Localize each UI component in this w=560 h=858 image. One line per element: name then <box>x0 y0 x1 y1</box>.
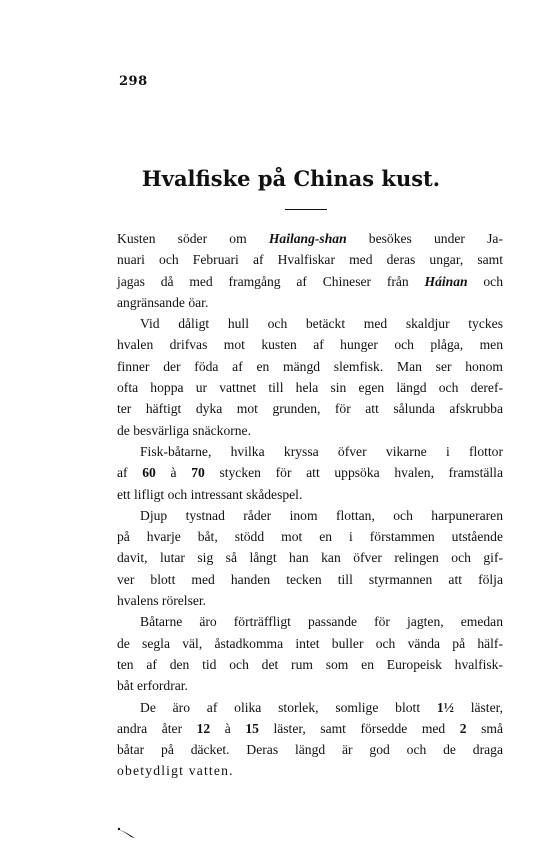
text-span: hvalen drifvas mot kusten af hunger och plåga, men <box>117 337 503 353</box>
body-text <box>117 228 503 782</box>
text-line <box>117 271 503 292</box>
bold-number: 12 <box>196 720 211 736</box>
italic-place-name: Háinan <box>424 273 468 289</box>
text-span: de segla väl, åstadkomma intet buller och vända på hälf- <box>117 635 503 651</box>
text-span: och <box>467 273 503 289</box>
text-line <box>117 313 503 334</box>
text-line <box>117 569 503 590</box>
text-span: finner der föda af en mängd slemfisk. Man ser honom <box>117 358 503 374</box>
text-span: andra åter <box>117 720 197 736</box>
text-line <box>117 377 503 398</box>
text-line <box>117 526 503 547</box>
bold-number: 15 <box>245 720 259 736</box>
bold-number: 60 <box>142 465 156 481</box>
text-line <box>117 739 503 760</box>
text-span: hvalens rörelser. <box>117 593 207 609</box>
page-number: 298 <box>119 74 148 89</box>
bold-number: 70 <box>191 465 205 481</box>
text-span: ver blott med handen tecken till styrmannen att följa <box>117 571 503 587</box>
text-line <box>117 249 503 270</box>
bold-number: 2 <box>459 720 467 736</box>
text-span: små <box>466 720 503 736</box>
text-span: ett lifligt och intressant skådespel. <box>117 486 303 502</box>
spaced-text: obetydligt vatten. <box>117 763 234 779</box>
paragraph <box>117 697 503 782</box>
text-span: ter häftigt dyka mot grunden, för att sålunda afskrubba <box>117 401 503 417</box>
text-span: på hvarje båt, stödd mot en i förstammen utstående <box>117 529 503 545</box>
paragraph <box>117 505 503 611</box>
text-line <box>117 675 503 696</box>
text-line <box>117 484 503 505</box>
text-line <box>117 420 503 441</box>
text-line <box>117 398 503 419</box>
text-line <box>117 718 503 739</box>
text-line <box>117 228 503 249</box>
paragraph <box>117 228 503 313</box>
text-span: läster, <box>453 699 503 715</box>
text-span: besökes under Ja- <box>346 231 503 246</box>
text-line <box>117 611 503 632</box>
text-span: läster, samt försedde med <box>258 720 460 736</box>
text-span: båt erfordrar. <box>117 678 188 694</box>
text-span: davit, lutar sig så långt han kan öfver relingen och gif- <box>117 550 503 566</box>
text-span: af <box>117 465 143 481</box>
italic-place-name: Hailang-shan <box>268 231 347 246</box>
text-line <box>117 590 503 611</box>
text-span: båtar på däcket. Deras längd är god och de draga <box>117 742 503 758</box>
text-span: de besvärliga snäckorne. <box>117 422 251 438</box>
text-line <box>117 547 503 568</box>
text-span: jagas då med framgång af Chineser från <box>117 273 425 289</box>
text-line <box>117 441 503 462</box>
text-line <box>117 505 503 526</box>
bold-number: 1½ <box>436 699 454 715</box>
text-span: Båtarne äro förträffligt passande för jagten, emedan <box>140 614 503 630</box>
text-span: stycken för att uppsöka hvalen, framställa <box>204 465 503 481</box>
text-span: De äro af olika storlek, somlige blott <box>140 699 437 715</box>
text-line <box>117 633 503 654</box>
text-span: à <box>155 465 192 481</box>
text-line <box>117 697 503 718</box>
text-line <box>117 292 503 313</box>
text-span: Fisk-båtarne, hvilka kryssa öfver vikarne i flottor <box>140 443 503 459</box>
paragraph <box>117 611 503 696</box>
paragraph <box>117 313 503 441</box>
text-span: ofta hoppa ur vattnet till hela sin egen längd och deref- <box>117 380 503 396</box>
text-span: nuari och Februari af Hvalfiskar med deras ungar, samt <box>117 252 503 268</box>
title-rule <box>285 209 327 210</box>
text-line <box>117 760 503 781</box>
text-span: Vid dåligt hull och betäckt med skaldjur tyckes <box>140 316 503 332</box>
text-line <box>117 462 503 483</box>
text-line <box>117 356 503 377</box>
text-line <box>117 654 503 675</box>
flourish-ornament <box>117 826 137 840</box>
chapter-title: Hvalfiske på Chinas kust. <box>141 166 441 191</box>
text-span: Kusten söder om <box>117 231 269 246</box>
text-span: angränsande öar. <box>117 294 209 310</box>
text-span: Djup tystnad råder inom flottan, och harpuneraren <box>140 507 503 523</box>
text-span: ten af den tid och det rum som en Europeisk hvalfisk- <box>117 656 503 672</box>
text-span: à <box>210 720 246 736</box>
paragraph <box>117 441 503 505</box>
text-line <box>117 334 503 355</box>
